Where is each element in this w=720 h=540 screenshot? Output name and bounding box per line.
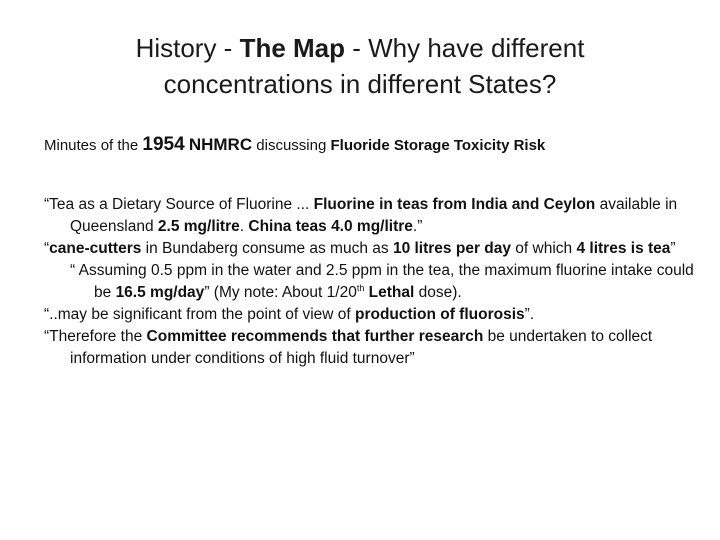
text: . — [239, 218, 249, 235]
quote-paragraph-1 — [44, 194, 694, 238]
emphasis: Fluorine in teas from India and Ceylon — [313, 196, 596, 213]
title-part-1: History - — [135, 33, 240, 63]
emphasis: 16.5 mg/day — [115, 284, 205, 301]
text: of which — [511, 240, 577, 257]
intro-year: 1954 — [142, 134, 185, 155]
text: in Bundaberg consume as much as — [141, 240, 393, 257]
text: dose). — [414, 284, 462, 301]
superscript: th — [356, 282, 365, 293]
intro-prefix: Minutes of the — [44, 137, 143, 154]
text: “Tea as a Dietary Source of Fluorine ... — [44, 196, 314, 213]
quote-paragraph-5 — [44, 326, 694, 370]
intro-org: NHMRC — [188, 135, 253, 154]
quote-paragraph-2 — [44, 238, 694, 260]
emphasis: Lethal — [368, 284, 415, 301]
emphasis: production of fluorosis — [355, 306, 525, 323]
text: “Therefore the — [44, 328, 147, 345]
emphasis: Committee recommends that further research — [146, 328, 484, 345]
slide-title — [60, 30, 660, 102]
text: ” (My note: About 1/20 — [204, 284, 357, 301]
intro-topic: Fluoride Storage Toxicity Risk — [330, 137, 546, 154]
emphasis: cane-cutters — [49, 240, 142, 257]
text: available in Queensland — [70, 196, 678, 235]
emphasis: 10 litres per day — [392, 240, 511, 257]
quote-paragraph-3 — [44, 260, 694, 304]
text: .” — [412, 218, 423, 235]
title-part-3: - Why have different concentrations in different States? — [163, 33, 585, 99]
intro-line — [44, 134, 694, 157]
text: “..may be significant from the point of view of — [44, 306, 355, 323]
text: “ Assuming 0.5 ppm in the water and 2.5 ppm in the tea, the maximum fluorine intake could be — [70, 262, 694, 301]
text: ”. — [524, 306, 535, 323]
text: ” — [670, 240, 676, 257]
emphasis: 4 litres is tea — [576, 240, 671, 257]
intro-middle: discussing — [252, 137, 331, 154]
emphasis: China teas 4.0 mg/litre — [248, 218, 413, 235]
quote-paragraph-4 — [44, 304, 694, 326]
quote-body — [44, 194, 694, 370]
text: be undertaken to collect information under conditions of high fluid turnover” — [70, 328, 653, 367]
emphasis: 2.5 mg/litre — [157, 218, 240, 235]
title-part-2: The Map — [239, 33, 346, 63]
text: “ — [44, 240, 50, 257]
